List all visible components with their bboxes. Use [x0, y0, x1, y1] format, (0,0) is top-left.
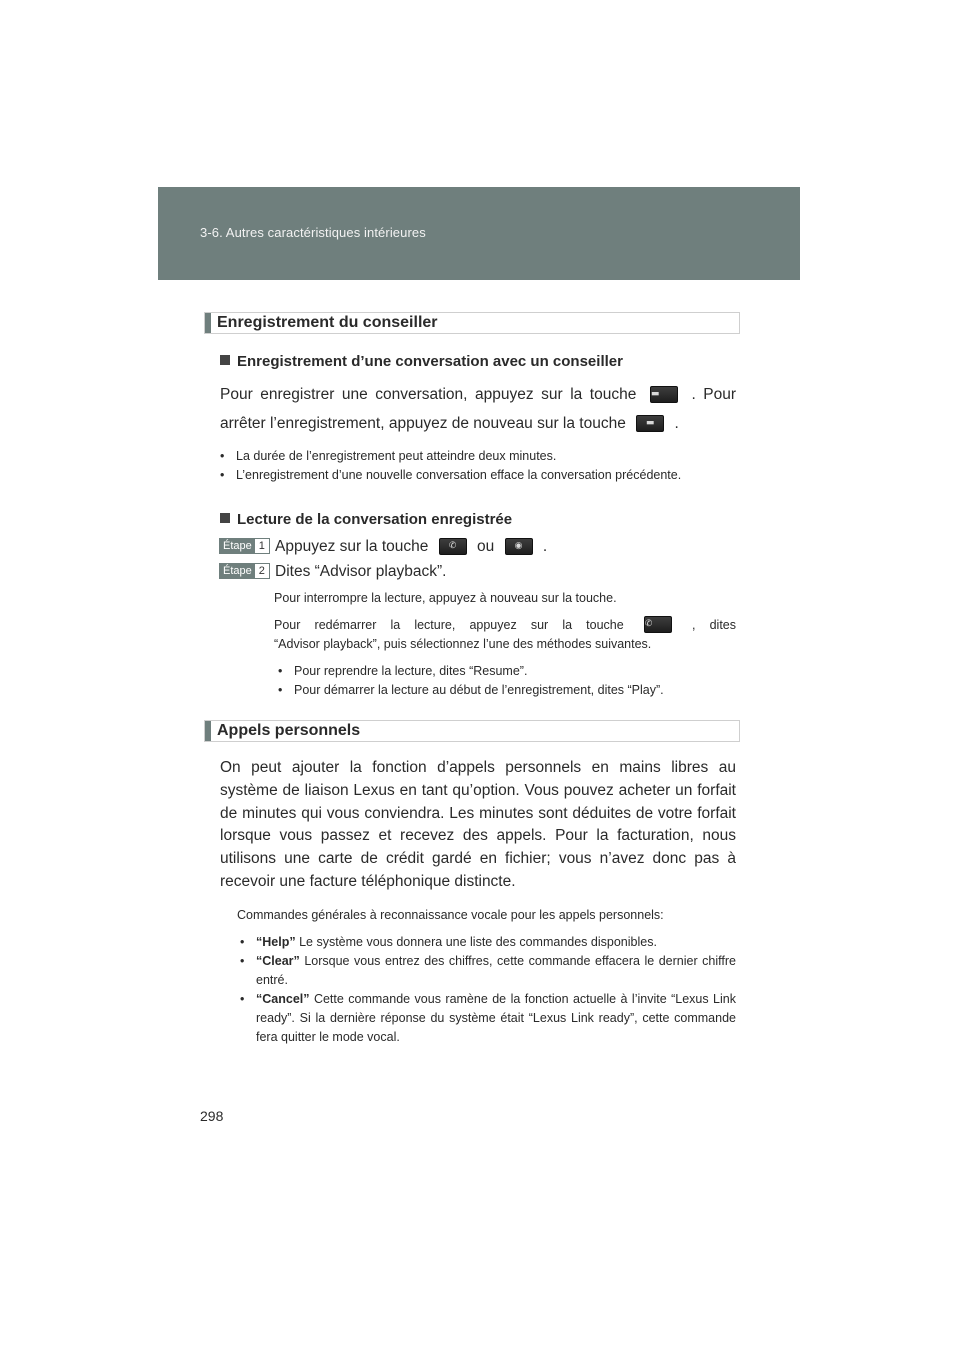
step-badge-2: Étape 2 — [219, 563, 270, 579]
list-item: • La durée de l’enregistrement peut atteindre deux minutes. — [220, 449, 557, 463]
chapter-header — [158, 187, 800, 280]
commands-intro: Commandes générales à reconnaissance vocale pour les appels personnels: — [237, 908, 664, 922]
section-bar-advisor-recording — [204, 312, 740, 334]
recording-line-1: Pour enregistrer une conversation, appuyez sur la touche ▬ . Pour — [220, 386, 737, 403]
list-item: • “Clear” Lorsque vous entrez des chiffres, cette commande effacera le dernier chiffre entré. — [240, 954, 736, 987]
list-item: • “Help” Le système vous donnera une liste des commandes disponibles. — [240, 935, 657, 949]
page-number: 298 — [200, 1108, 224, 1124]
section-accent — [205, 313, 211, 333]
section-title: Enregistrement du conseiller — [217, 314, 438, 331]
voice-icon: ◉ — [505, 538, 533, 555]
chapter-title: 3-6. Autres caractéristiques intérieures — [200, 225, 426, 240]
square-bullet-icon — [220, 355, 230, 365]
step-2-text: Dites “Advisor playback”. — [275, 563, 447, 580]
subheading-playback: Lecture de la conversation enregistrée — [220, 511, 512, 528]
service-button-icon: ▬ — [636, 415, 664, 432]
list-item: • Pour reprendre la lecture, dites “Resume”. — [278, 664, 528, 678]
playback-restart-line-2: “Advisor playback”, puis sélectionnez l’une des méthodes suivantes. — [274, 637, 652, 651]
list-item: • “Cancel” Cette commande vous ramène de la fonction actuelle à l’invite “Lexus Link ready”. Si la dernière réponse du système était “Lexus Link ready”, cette commande fera quitter le mode vocal. — [240, 992, 736, 1044]
step-badge-1: Étape 1 — [219, 538, 270, 554]
list-item: • L’enregistrement d’une nouvelle conversation efface la conversation précédente. — [220, 468, 682, 482]
recording-notes — [220, 447, 736, 485]
section-bar-personal-calls — [204, 720, 740, 742]
playback-options — [278, 662, 738, 700]
playback-stop-note: Pour interrompre la lecture, appuyez à nouveau sur la touche. — [274, 591, 617, 605]
square-bullet-icon — [220, 513, 230, 523]
service-button-icon: ▬ — [650, 386, 678, 403]
personal-calls-paragraph: On peut ajouter la fonction d’appels personnels en mains libres au système de liaison Lexus en tant qu’option. Vous pouvez acheter un forfait de minutes qui vous conviendra. Les minutes sont déduites de votre forfait lorsque vous passez et recevez des appels. Pour la facturation, nous utilisons une carte de crédit gardé en fichier; vous n’avez donc pas à recevoir une facture téléphonique distincte. — [220, 759, 736, 890]
step-1-text: Appuyez sur la touche ✆ ou ◉ . — [275, 538, 548, 555]
commands-list — [240, 933, 736, 1047]
section-title: Appels personnels — [217, 722, 361, 739]
phone-handset-icon: ✆ — [644, 616, 672, 633]
subheading-recording: Enregistrement d’une conversation avec un conseiller — [220, 353, 623, 370]
recording-line-2: arrêter l’enregistrement, appuyez de nouveau sur la touche ▬ . — [220, 415, 679, 432]
playback-restart-line-1: Pour redémarrer la lecture, appuyez sur la touche ✆ , dites — [274, 618, 737, 632]
phone-handset-icon: ✆ — [439, 538, 467, 555]
section-accent — [205, 721, 211, 741]
list-item: • Pour démarrer la lecture au début de l’enregistrement, dites “Play”. — [278, 683, 664, 697]
